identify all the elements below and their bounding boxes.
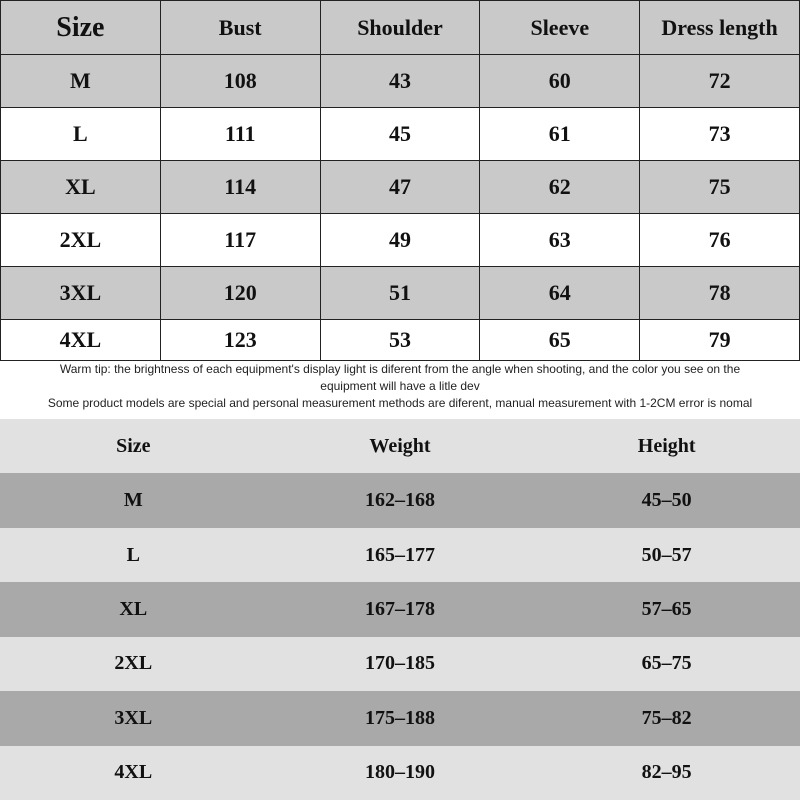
- cell-bust: 120: [160, 267, 320, 320]
- cell-dress-length: 72: [640, 55, 800, 108]
- cell-bust: 111: [160, 108, 320, 161]
- cell-dress-length: 78: [640, 267, 800, 320]
- cell-shoulder: 53: [320, 320, 480, 361]
- cell-weight: 167–178: [267, 582, 534, 636]
- header-sleeve: Sleeve: [480, 1, 640, 55]
- cell-size: 2XL: [1, 214, 161, 267]
- header-dress-length: Dress length: [640, 1, 800, 55]
- measurement-notes: [0, 360, 800, 418]
- size-chart-table: [0, 0, 800, 361]
- cell-height: 65–75: [533, 637, 800, 691]
- table-row: [0, 746, 800, 800]
- size-chart-header-row: [1, 1, 800, 55]
- table-row: [1, 55, 800, 108]
- table-row: [0, 637, 800, 691]
- header-shoulder: Shoulder: [320, 1, 480, 55]
- cell-size: 3XL: [1, 267, 161, 320]
- cell-bust: 108: [160, 55, 320, 108]
- cell-sleeve: 64: [480, 267, 640, 320]
- cell-dress-length: 79: [640, 320, 800, 361]
- cell-size: M: [0, 473, 267, 527]
- table-row: [1, 320, 800, 361]
- header-weight: Weight: [267, 419, 534, 473]
- cell-size: M: [1, 55, 161, 108]
- header-size: Size: [0, 419, 267, 473]
- cell-weight: 175–188: [267, 691, 534, 745]
- cell-height: 75–82: [533, 691, 800, 745]
- warm-tip-line-2: equipment will have a litle dev: [320, 379, 480, 393]
- cell-shoulder: 49: [320, 214, 480, 267]
- cell-size: L: [0, 528, 267, 582]
- cell-size: 2XL: [0, 637, 267, 691]
- cell-sleeve: 63: [480, 214, 640, 267]
- header-height: Height: [533, 419, 800, 473]
- cell-height: 45–50: [533, 473, 800, 527]
- cell-dress-length: 75: [640, 161, 800, 214]
- cell-height: 82–95: [533, 746, 800, 800]
- cell-weight: 162–168: [267, 473, 534, 527]
- measurement-error-note: Some product models are special and personal measurement methods are diferent, manual measurement with 1-2CM error is nomal: [47, 396, 753, 410]
- cell-weight: 180–190: [267, 746, 534, 800]
- cell-weight: 165–177: [267, 528, 534, 582]
- table-row: [0, 691, 800, 745]
- cell-shoulder: 51: [320, 267, 480, 320]
- cell-sleeve: 65: [480, 320, 640, 361]
- cell-sleeve: 61: [480, 108, 640, 161]
- cell-height: 50–57: [533, 528, 800, 582]
- cell-bust: 117: [160, 214, 320, 267]
- fit-chart-table: [0, 419, 800, 800]
- cell-sleeve: 62: [480, 161, 640, 214]
- cell-dress-length: 76: [640, 214, 800, 267]
- table-row: [1, 108, 800, 161]
- header-bust: Bust: [160, 1, 320, 55]
- cell-weight: 170–185: [267, 637, 534, 691]
- table-row: [0, 473, 800, 527]
- cell-shoulder: 45: [320, 108, 480, 161]
- cell-height: 57–65: [533, 582, 800, 636]
- table-row: [1, 161, 800, 214]
- warm-tip-line-1: Warm tip: the brightness of each equipment's display light is diferent from the angle when shooting, and the color you see on the: [59, 362, 741, 376]
- cell-shoulder: 43: [320, 55, 480, 108]
- cell-size: 4XL: [0, 746, 267, 800]
- fit-chart-header-row: [0, 419, 800, 473]
- table-row: [0, 528, 800, 582]
- cell-shoulder: 47: [320, 161, 480, 214]
- cell-bust: 123: [160, 320, 320, 361]
- cell-size: 3XL: [0, 691, 267, 745]
- cell-size: L: [1, 108, 161, 161]
- cell-bust: 114: [160, 161, 320, 214]
- cell-size: XL: [0, 582, 267, 636]
- cell-size: XL: [1, 161, 161, 214]
- cell-dress-length: 73: [640, 108, 800, 161]
- cell-sleeve: 60: [480, 55, 640, 108]
- table-row: [1, 267, 800, 320]
- cell-size: 4XL: [1, 320, 161, 361]
- table-row: [1, 214, 800, 267]
- table-row: [0, 582, 800, 636]
- header-size: Size: [1, 1, 161, 55]
